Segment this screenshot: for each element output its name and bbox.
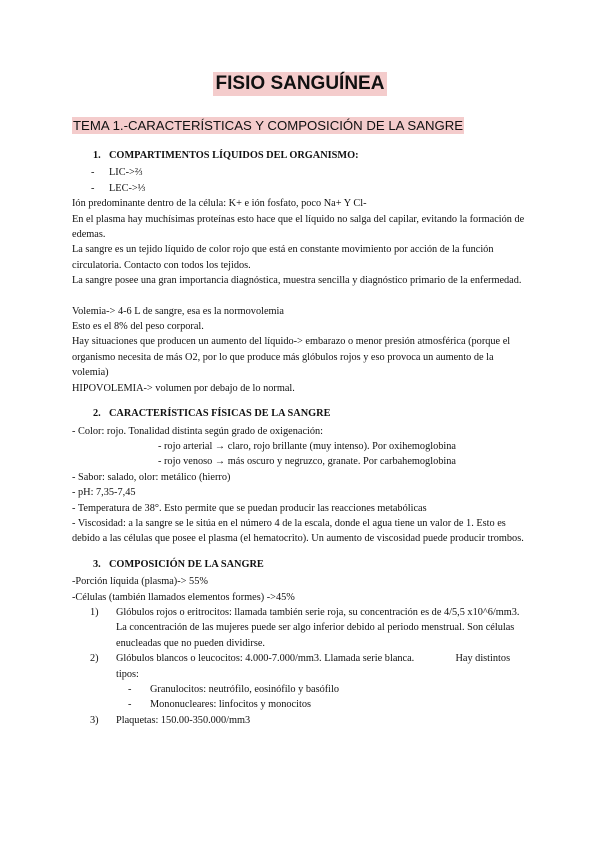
paragraph: HIPOVOLEMIA-> volumen por debajo de lo normal. xyxy=(72,382,295,394)
paragraph: Hay situaciones que producen un aumento del líquido-> embarazo o menor presión atmosférica (porque el organismo necesita de más O2, por lo que produce más glóbulos rojos y eso provoca un aumento de la volemia) xyxy=(72,336,511,379)
paragraph: En el plasma hay muchísimas proteínas esto hace que el líquido no salga del capilar, evitando la formación de edemas. xyxy=(72,213,525,241)
paragraph: - pH: 7,35-7,45 xyxy=(72,487,136,499)
paragraph: - Sabor: salado, olor: metálico (hierro) xyxy=(72,471,231,483)
paragraph: - Temperatura de 38°. Esto permite que se puedan producir las reacciones metabólicas xyxy=(72,502,427,514)
section-heading-3: 3. COMPOSICIÓN DE LA SANGRE xyxy=(93,558,264,570)
sub-list-item: - Granulocitos: neutrófilo, eosinófilo y basófilo xyxy=(128,684,340,695)
paragraph: - rojo venoso → más oscuro y negruzco, granate. Por carbahemoglobina xyxy=(158,456,456,468)
list-item: - LEC->⅓ xyxy=(91,182,146,194)
list-item: 1) Glóbulos rojos o eritrocitos: llamada también serie roja, su concentración es de 4/5,5 x10^6/mm3. La concentración de las mujeres puede ser algo inferior debido al periodo menstrual. Son células enucleadas que no pueden dividirse. xyxy=(90,606,520,649)
list-item: 2) Glóbulos blancos o leucocitos: 4.000-7.000/mm3. Llamada serie blanca. Hay distintos tipos: xyxy=(90,653,513,680)
paragraph: - Color: rojo. Tonalidad distinta según grado de oxigenación: xyxy=(72,425,324,437)
paragraph: La sangre es un tejido líquido de color rojo que está en constante movimiento por acción de la función circulatoria. Contacto con todos los tejidos. xyxy=(72,244,494,271)
paragraph: - Viscosidad: a la sangre se le sitúa en el número 4 de la escala, donde el agua tiene un valor de 1. Esto es debido a las células que posee el plasma (el hematocrito). Un aumento de viscosidad puede producir trombos. xyxy=(72,517,524,545)
section-heading-2: 2. CARACTERÍSTICAS FÍSICAS DE LA SANGRE xyxy=(93,408,331,420)
list-item: - LIC->⅔ xyxy=(91,167,143,179)
section-heading-1: 1. COMPARTIMENTOS LÍQUIDOS DEL ORGANISMO: xyxy=(93,150,359,161)
paragraph: -Células (también llamados elementos formes) ->45% xyxy=(72,591,295,603)
sub-list-item: - Mononucleares: linfocitos y monocitos xyxy=(128,699,312,711)
paragraph: Volemia-> 4-6 L de sangre, esa es la normovolemia xyxy=(72,305,284,317)
list-item: 3) Plaquetas: 150.00-350.000/mm3 xyxy=(90,714,251,726)
paragraph: Esto es el 8% del peso corporal. xyxy=(72,321,204,333)
paragraph: Ión predominante dentro de la célula: K+ e ión fosfato, poco Na+ Y Cl- xyxy=(72,198,367,210)
document-body xyxy=(72,148,532,728)
topic-heading: TEMA 1.-CARACTERÍSTICAS Y COMPOSICIÓN DE LA SANGRE xyxy=(73,118,464,133)
paragraph: - rojo arterial → claro, rojo brillante (muy intenso). Por oxihemoglobina xyxy=(158,440,456,452)
document-title: FISIO SANGUÍNEA xyxy=(213,72,388,96)
paragraph: La sangre posee una gran importancia diagnóstica, muestra sencilla y diagnóstico primario de la enfermedad. xyxy=(72,275,522,287)
paragraph: -Porción líquida (plasma)-> 55% xyxy=(72,576,208,588)
